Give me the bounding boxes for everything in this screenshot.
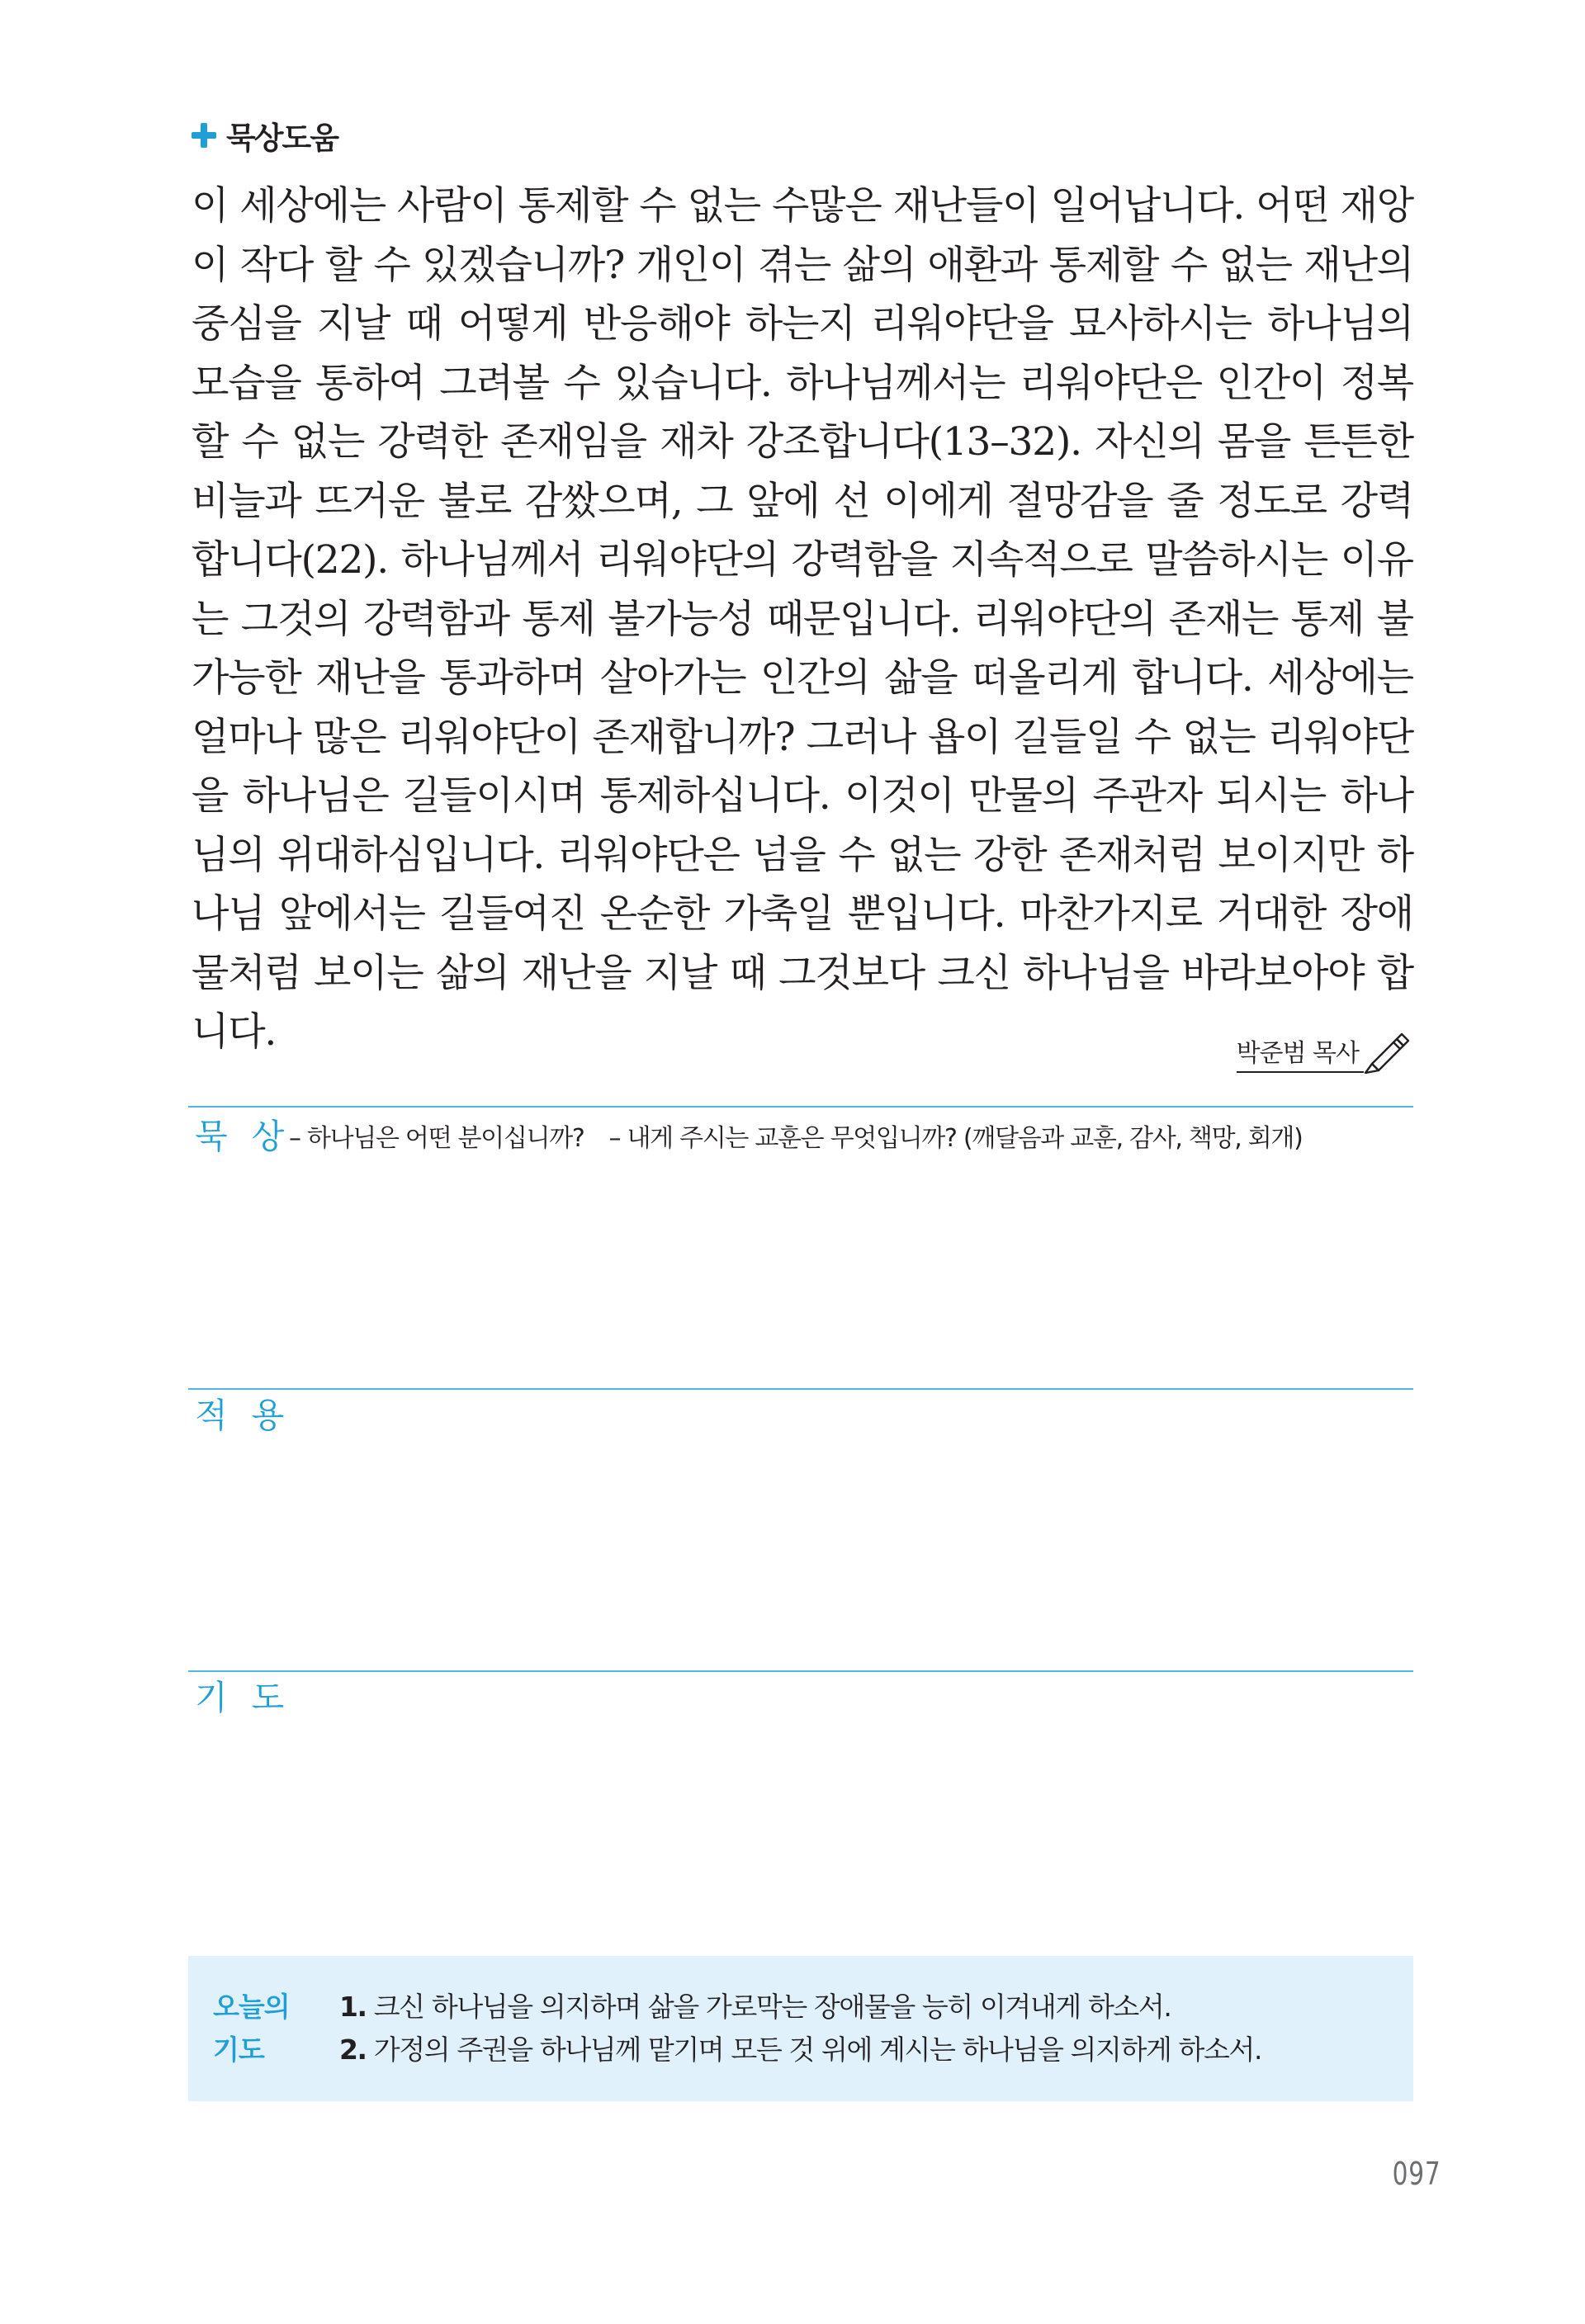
meditation-prompt-1: – 하나님은 어떤 분이십니까? [289, 1124, 584, 1153]
todays-prayer-box [188, 1956, 1413, 2101]
todays-prayer-list [339, 1986, 1261, 2071]
meditation-prompts [289, 1124, 1302, 1154]
section-header [192, 113, 338, 158]
prayer-item-number: 2. [339, 2034, 367, 2066]
meditation-divider [188, 1106, 1413, 1108]
todays-prayer-label-line1: 오늘의 [213, 1991, 290, 2023]
todays-prayer-label-line2: 기도 [213, 2034, 264, 2066]
meditation-label: 묵 상 [195, 1117, 291, 1156]
meditation-prompt-2: – 내게 주시는 교훈은 무엇입니까? (깨달음과 교훈, 감사, 책망, 회개) [608, 1124, 1303, 1153]
meditation-help-body: 이 세상에는 사람이 통제할 수 없는 수많은 재난들이 일어납니다. 어떤 재앙이 작다 할 수 있겠습니까? 개인이 겪는 삶의 애환과 통제할 수 없는 재난의 중심을 지날 때 어떻게 반응해야 하는지 리워야단을 묘사하시는 하나님의 모습을 통하여 그려볼 수 있습니다. 하나님께서는 리워야단은 인간이 정복할 수 없는 강력한 존재임을 재차 강조합니다(13–32). 자신의 몸을 튼튼한 비늘과 뜨거운 불로 감쌌으며, 그 앞에 선 이에게 절망감을 줄 정도로 강력합니다(22). 하나님께서 리워야단의 강력함을 지속적으로 말씀하시는 이유는 그것의 강력함과 통제 불가능성 때문입니다. 리워야단의 존재는 통제 불가능한 재난을 통과하며 살아가는 인간의 삶을 떠올리게 합니다. 세상에는 얼마나 많은 리워야단이 존재합니까? 그러나 욥이 길들일 수 없는 리워야단을 하나님은 길들이시며 통제하십니다. 이것이 만물의 주관자 되시는 하나님의 위대하심입니다. 리워야단은 넘을 수 없는 강한 존재처럼 보이지만 하나님 앞에서는 길들여진 온순한 가축일 뿐입니다. 마찬가지로 거대한 장애물처럼 보이는 삶의 재난을 지날 때 그것보다 크신 하나님을 바라보아야 합니다. [192, 183, 1413, 1055]
author-name: 박준범 목사 [1237, 1042, 1364, 1073]
prayer-label: 기 도 [195, 1678, 291, 1717]
list-item [339, 1986, 1261, 2029]
application-divider [188, 1388, 1413, 1390]
page-number: 097 [1393, 2156, 1441, 2192]
prayer-item-number: 1. [339, 1991, 367, 2023]
author-signature [1237, 1022, 1412, 1073]
section-title: 묵상도움 [226, 120, 338, 156]
prayer-item-text: 가정의 주권을 하나님께 맡기며 모든 것 위에 계시는 하나님을 의지하게 하소서. [373, 2034, 1262, 2066]
prayer-divider [188, 1670, 1413, 1672]
todays-prayer-label [213, 1986, 304, 2071]
plus-icon [192, 123, 216, 148]
application-label: 적 용 [195, 1396, 291, 1435]
prayer-item-text: 크신 하나님을 의지하며 삶을 가로막는 장애물을 능히 이겨내게 하소서. [373, 1991, 1171, 2023]
list-item [339, 2029, 1261, 2071]
pencil-icon [1360, 1023, 1412, 1074]
